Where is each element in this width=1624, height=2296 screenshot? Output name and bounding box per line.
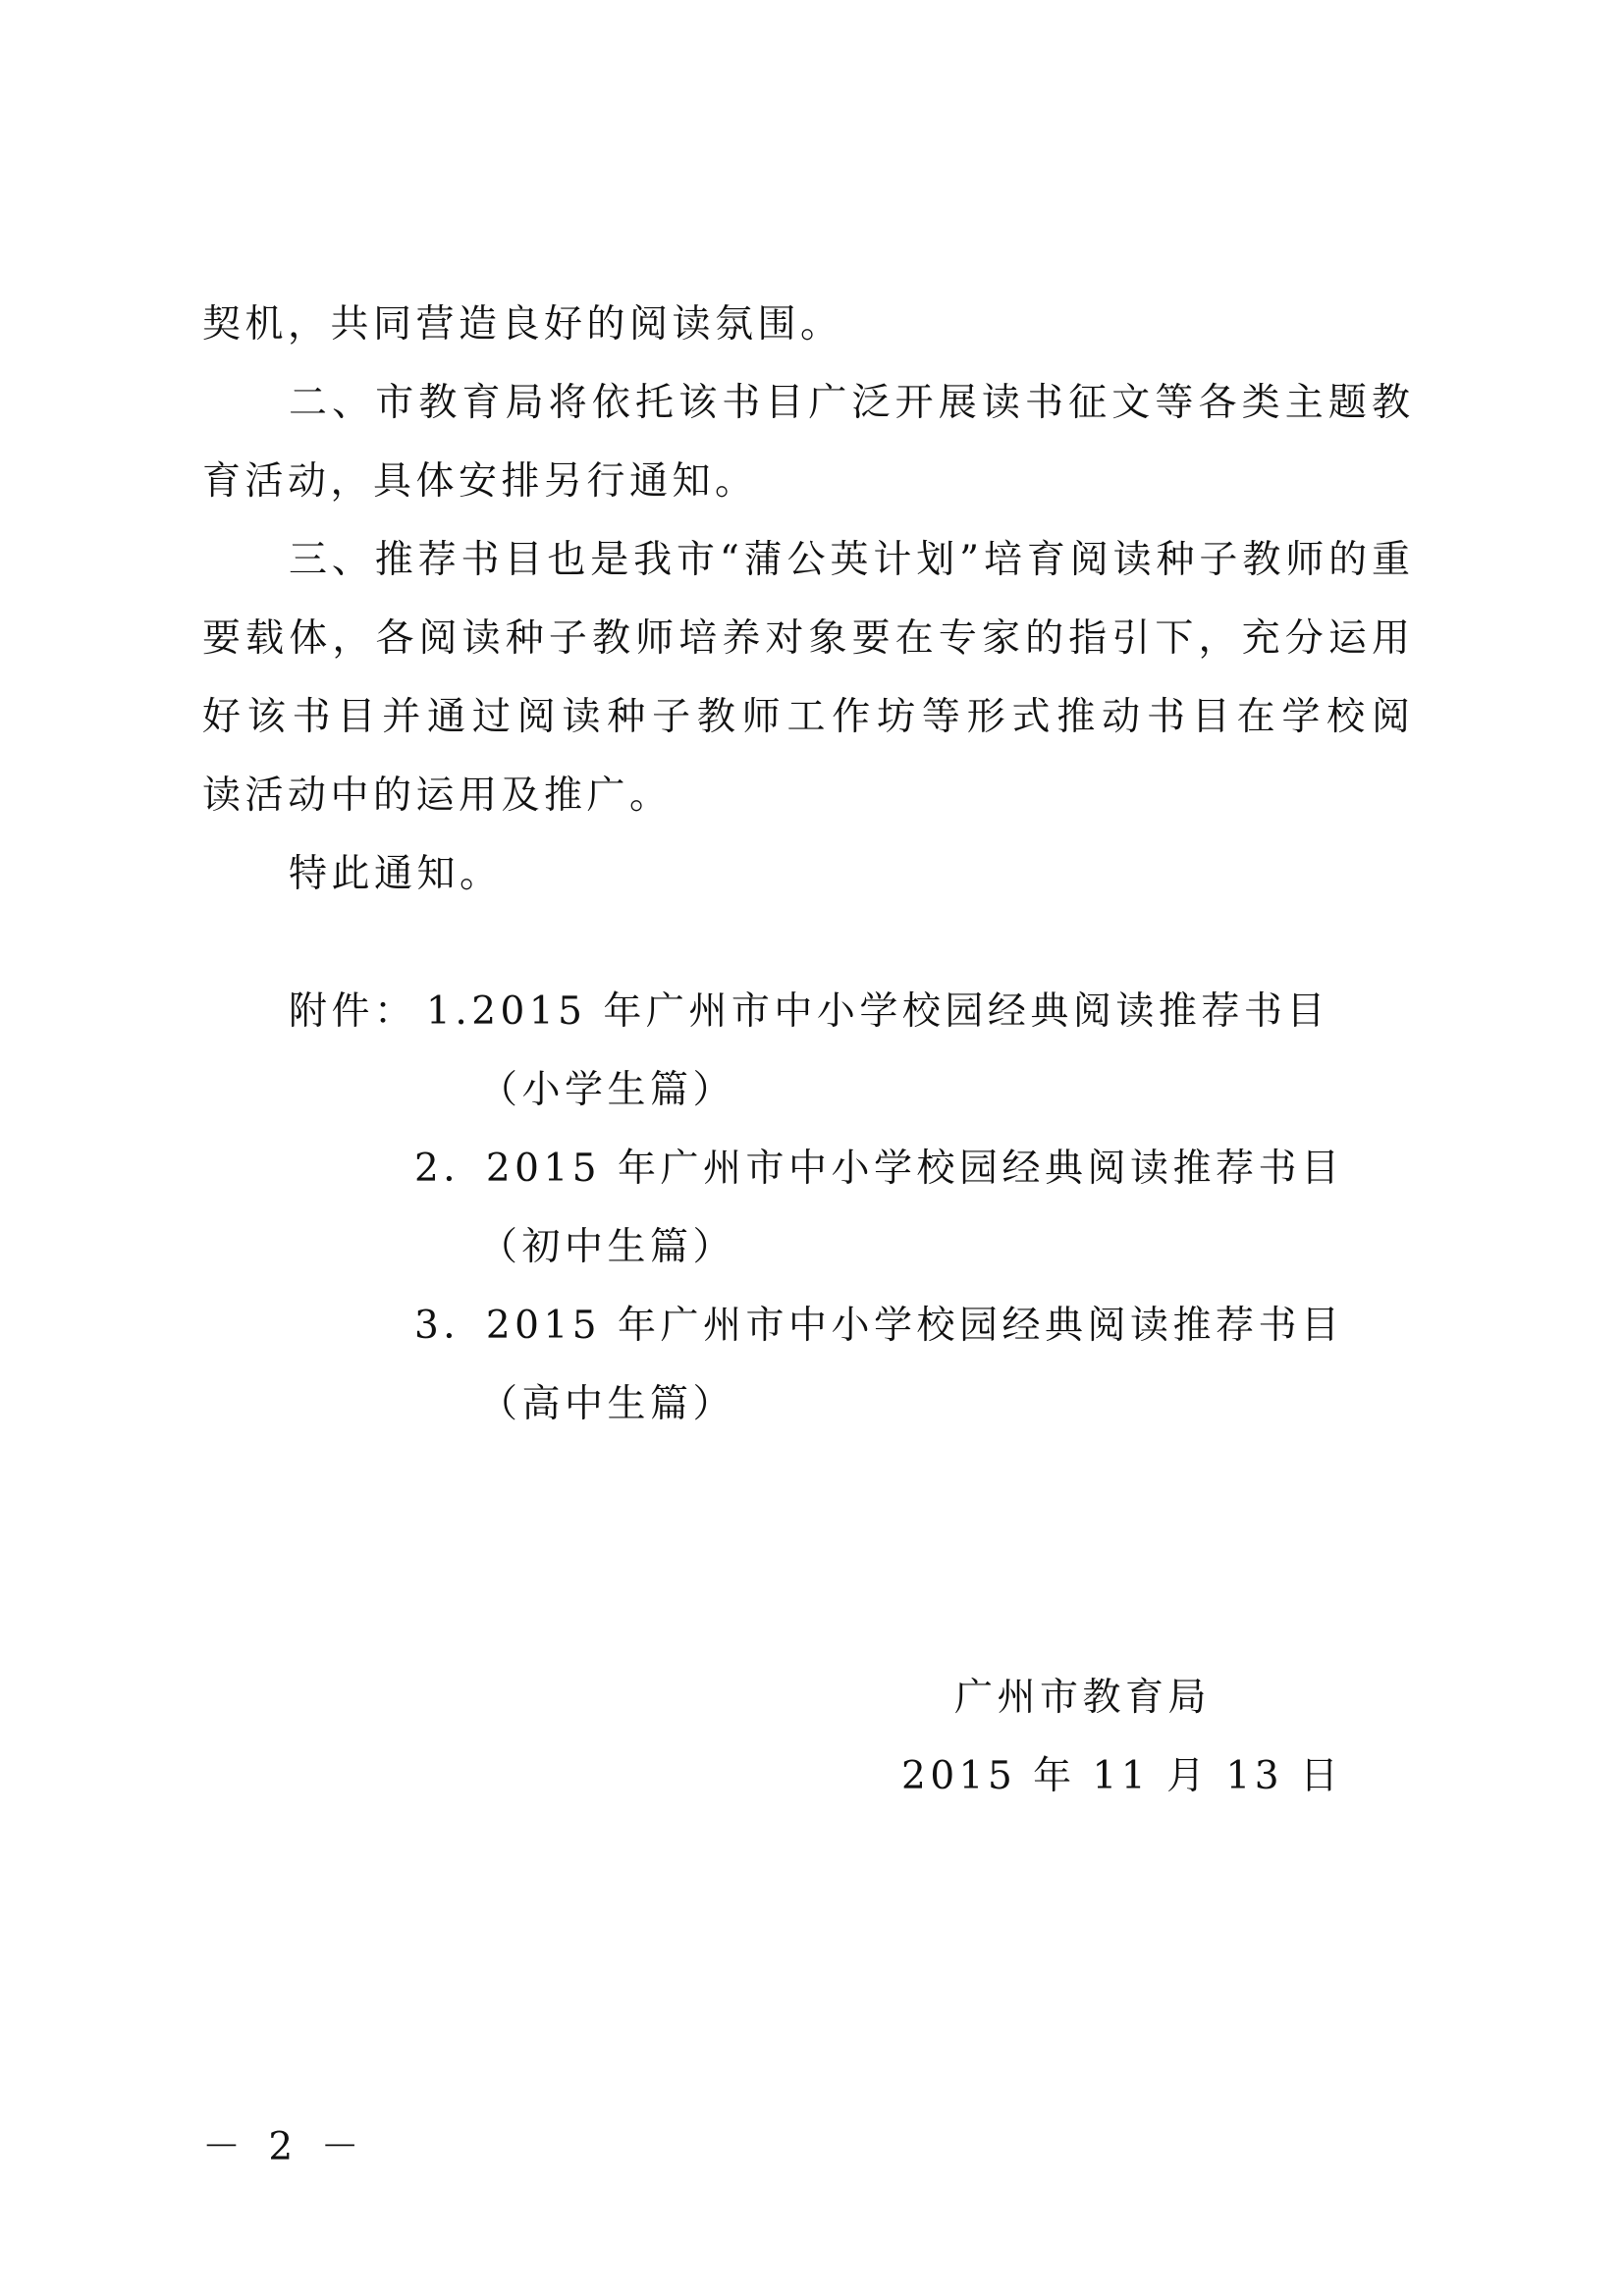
paragraph-3-line-4: 读活动中的运用及推广。 — [202, 774, 673, 818]
attachments-label: 附件： — [289, 989, 417, 1034]
attachment-3-subtitle: （高中生篇） — [479, 1382, 736, 1426]
attachment-1-title: 1.2015 年广州市中小学校园经典阅读推荐书目 — [426, 989, 1329, 1034]
attachment-2-title: 2．2015 年广州市中小学校园经典阅读推荐书目 — [414, 1147, 1344, 1191]
attachment-2-subtitle: （初中生篇） — [479, 1225, 736, 1269]
paragraph-2-line-1: 二、市教育局将依托该书目广泛开展读书征文等各类主题教 — [289, 381, 1410, 425]
attachment-3-title: 3．2015 年广州市中小学校园经典阅读推荐书目 — [414, 1304, 1344, 1348]
signature-organization: 广州市教育局 — [954, 1676, 1212, 1720]
paragraph-2-line-2: 育活动，具体安排另行通知。 — [202, 459, 758, 504]
paragraph-3-line-1: 三、推荐书目也是我市“蒲公英计划”培育阅读种子教师的重 — [289, 538, 1410, 582]
closing-text: 特此通知。 — [289, 852, 503, 896]
paragraph-1-end: 契机，共同营造良好的阅读氛围。 — [202, 302, 843, 347]
attachment-1-subtitle: （小学生篇） — [479, 1068, 736, 1112]
paragraph-3-line-3: 好该书目并通过阅读种子教师工作坊等形式推动书目在学校阅 — [202, 695, 1410, 739]
page-number: － 2 － — [202, 2125, 367, 2169]
paragraph-3-line-2: 要载体，各阅读种子教师培养对象要在专家的指引下，充分运用 — [202, 616, 1410, 661]
signature-date: 2015 年 11 月 13 日 — [901, 1754, 1343, 1798]
